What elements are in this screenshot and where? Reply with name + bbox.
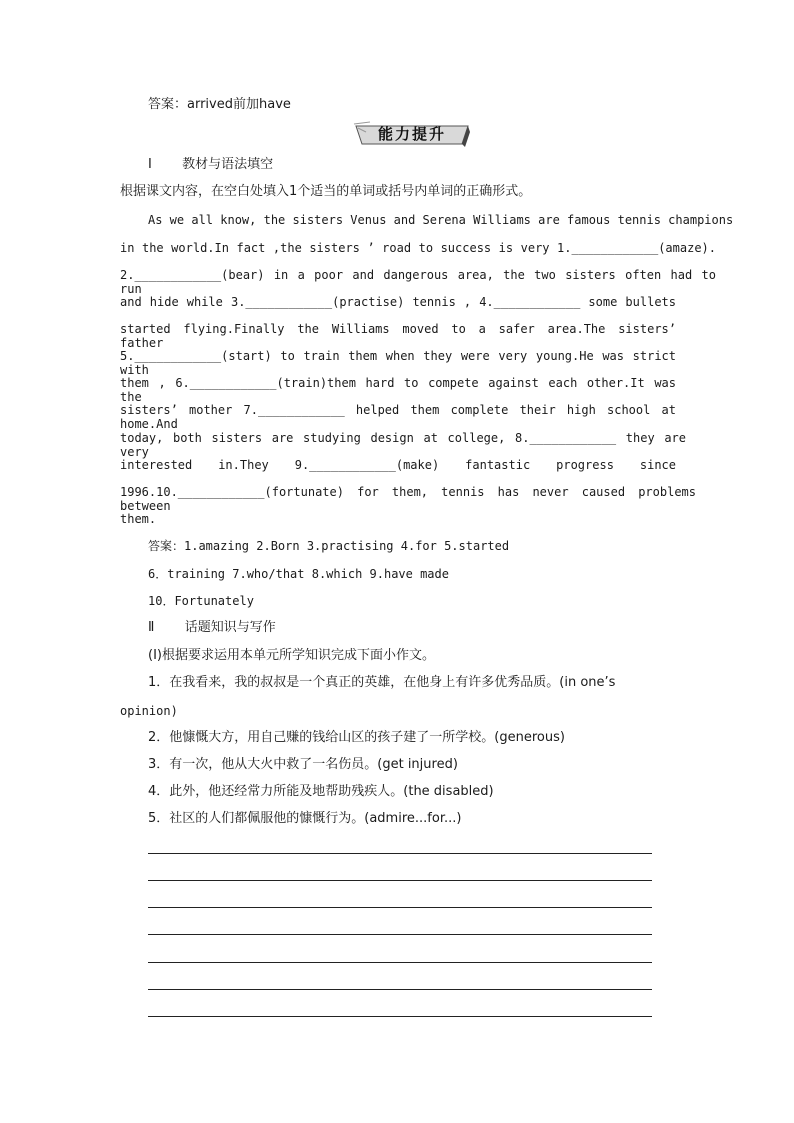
writing-item-1: 1．在我看来，我的叔叔是一个真正的英雄，在他身上有许多优秀品质。(in one’s — [148, 675, 616, 690]
writing-item-1-cont: opinion) — [120, 704, 178, 718]
writing-line-1[interactable] — [148, 853, 652, 854]
writing-item-4: 4．此外，他还经常力所能及地帮助残疾人。(the disabled) — [148, 784, 494, 799]
previous-answer: 答案：arrived前加have — [148, 97, 291, 112]
writing-line-5[interactable] — [148, 962, 652, 963]
part1-instruction: 根据课文内容，在空白处填入1个适当的单词或括号内单词的正确形式。 — [120, 184, 532, 199]
part1-numeral: Ⅰ — [148, 157, 152, 172]
writing-line-4[interactable] — [148, 934, 652, 935]
part1-answers-line-1: 答案：1.amazing 2.Born 3.practising 4.for 5.started — [148, 539, 510, 553]
passage-line-1: As we all know, the sisters Venus and Serena Williams are famous tennis champions — [148, 213, 734, 227]
passage-line-6: 5.____________(start) to train them when they were very young.He was strict with — [120, 349, 676, 377]
passage-line-12: them. — [120, 512, 157, 526]
writing-item-2: 2．他慷慨大方，用自己赚的钱给山区的孩子建了一所学校。(generous) — [148, 730, 565, 745]
passage-line-2: in the world.In fact ,the sisters ’ road to success is very 1.____________(amaze). — [120, 241, 716, 255]
passage-line-10: interested in.They 9.____________(make) fantastic progress since — [120, 458, 676, 472]
part1-heading — [148, 158, 744, 172]
writing-line-6[interactable] — [148, 989, 652, 990]
writing-item-5: 5．社区的人们都佩服他的慷慨行为。(admire...for...) — [148, 811, 462, 826]
passage-line-11: 1996.10.____________(fortunate) for them, tennis has never caused problems between — [120, 485, 696, 513]
passage-line-3: 2.____________(bear) in a poor and dangerous area, the two sisters often had to run — [120, 268, 716, 296]
part2-title: 话题知识与写作 — [184, 620, 276, 635]
passage-line-9: today, both sisters are studying design at college, 8.____________ they are very — [120, 431, 686, 459]
passage-line-4: and hide while 3.____________(practise) tennis , 4.____________ some bullets — [120, 295, 676, 309]
passage-line-5: started flying.Finally the Williams moved to a safer area.The sisters’ father — [120, 322, 676, 350]
part2-numeral: Ⅱ — [148, 620, 155, 635]
section-banner-title: 能力提升 — [377, 125, 446, 143]
part1-title: 教材与语法填空 — [182, 157, 274, 172]
part2-instruction: (Ⅰ)根据要求运用本单元所学知识完成下面小作文。 — [148, 648, 435, 663]
writing-line-2[interactable] — [148, 880, 652, 881]
writing-item-3: 3．有一次，他从大火中救了一名伤员。(get injured) — [148, 757, 458, 772]
writing-line-3[interactable] — [148, 907, 652, 908]
part2-heading — [148, 621, 744, 635]
part1-answers-line-3: 10．Fortunately — [148, 594, 254, 608]
passage-line-8: sisters’ mother 7.____________ helped them complete their high school at home.And — [120, 403, 676, 431]
section-banner — [352, 118, 472, 148]
part1-answers-line-2: 6．training 7.who/that 8.which 9.have made — [148, 567, 449, 581]
writing-line-7[interactable] — [148, 1016, 652, 1017]
passage-line-7: them , 6.____________(train)them hard to compete against each other.It was the — [120, 376, 676, 404]
